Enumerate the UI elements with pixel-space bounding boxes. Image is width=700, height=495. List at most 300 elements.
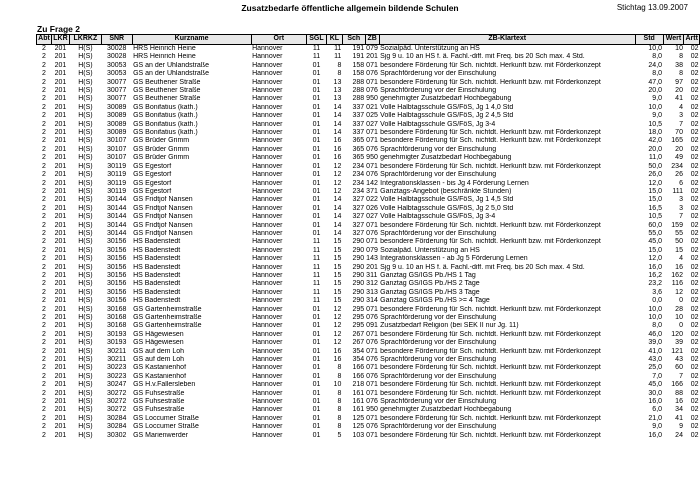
cell-sgl: 11	[312, 53, 321, 61]
cell-sch: 327	[352, 229, 365, 237]
cell-kl: 14	[333, 196, 342, 204]
cell-zb-klartext: Volle Halbtagsschule GS/FöS, Jg 2 4,5 Std	[380, 112, 514, 120]
cell-lkrkz: H(S)	[78, 330, 93, 338]
cell-artt: 02	[690, 423, 699, 431]
header-zb: ZB	[365, 35, 379, 45]
cell-abt: 2	[42, 263, 46, 271]
cell-abt: 2	[42, 305, 46, 313]
cell-zb-klartext: besondere Förderung für Sch. nichtdt. Herkunft bzw. mit Förderkonzept	[380, 330, 601, 338]
cell-sgl: 01	[312, 213, 321, 221]
cell-sgl: 11	[312, 45, 321, 52]
table-row	[37, 364, 700, 372]
cell-ort: Hannover	[252, 330, 283, 338]
cell-ort: Hannover	[252, 364, 283, 372]
cell-lkr: 201	[54, 255, 67, 263]
table-row	[37, 331, 700, 339]
cell-snr: 30089	[106, 120, 127, 128]
cell-abt: 2	[42, 229, 46, 237]
cell-snr: 30156	[106, 271, 127, 279]
cell-zb-klartext: besondere Förderung für Sch. nichtdt. Herkunft bzw. mit Förderkonzept	[380, 129, 601, 137]
cell-lkrkz: H(S)	[78, 280, 93, 288]
cell-wert: 120	[671, 330, 683, 338]
cell-snr: 30156	[106, 255, 127, 263]
cell-zb: 071	[366, 381, 378, 389]
header-kl: KL	[326, 35, 342, 45]
cell-abt: 2	[42, 322, 46, 330]
cell-lkrkz: H(S)	[78, 431, 93, 439]
cell-sgl: 01	[312, 162, 321, 170]
cell-snr: 30247	[106, 381, 127, 389]
cell-sch: 337	[352, 129, 365, 137]
cell-kurzname: GS Fridtjof Nansen	[133, 229, 193, 237]
cell-artt: 02	[690, 61, 699, 69]
cell-artt: 02	[690, 221, 699, 229]
cell-wert: 165	[671, 137, 683, 145]
cell-lkrkz: H(S)	[78, 53, 93, 61]
cell-artt: 02	[690, 314, 699, 321]
cell-lkrkz: H(S)	[78, 389, 93, 397]
cell-artt: 02	[690, 347, 699, 355]
cell-lkr: 201	[54, 70, 67, 78]
cell-snr: 30028	[106, 45, 127, 52]
cell-wert: 111	[672, 187, 683, 195]
cell-ort: Hannover	[252, 162, 283, 170]
cell-zb: 201	[366, 53, 378, 61]
cell-wert: 4	[679, 255, 683, 263]
cell-lkrkz: H(S)	[78, 171, 93, 179]
cell-zb-klartext: Sjg 9 u. 10 an HS f. ä. Fachl.-diff. mit Freq. bis 20 Sch max. 4 Std.	[380, 53, 585, 61]
cell-kurzname: GS auf dem Loh	[133, 356, 185, 364]
cell-lkr: 201	[54, 364, 67, 372]
cell-lkr: 201	[54, 322, 67, 330]
cell-sgl: 01	[312, 78, 321, 86]
cell-artt: 02	[690, 120, 699, 128]
cell-lkr: 201	[54, 381, 67, 389]
cell-zb-klartext: Sprachförderung vor der Einschulung	[380, 423, 497, 431]
cell-zb-klartext: Volle Halbtagsschule GS/FöS, Jg 2 5,0 Std	[380, 204, 514, 212]
table-row	[37, 180, 700, 188]
cell-kurzname: GS Loccumer Straße	[133, 414, 199, 422]
cell-lkrkz: H(S)	[78, 213, 93, 221]
cell-zb: 071	[366, 330, 378, 338]
cell-wert: 15	[675, 246, 683, 254]
cell-zb-klartext: Integrationsklassen - bis Jg 4 Förderung Lernen	[380, 179, 529, 187]
cell-zb-klartext: Ganztag GS/IGS Pb./HS 2 Tage	[380, 280, 480, 288]
cell-std: 16,5	[648, 204, 663, 212]
cell-abt: 2	[42, 280, 46, 288]
cell-std: 16,2	[648, 271, 663, 279]
cell-zb-klartext: Sprachförderung vor der Einschulung	[380, 398, 497, 406]
cell-snr: 30144	[106, 221, 127, 229]
cell-wert: 50	[675, 238, 683, 246]
cell-sch: 161	[352, 398, 365, 406]
cell-snr: 30089	[106, 103, 127, 111]
cell-lkrkz: H(S)	[78, 78, 93, 86]
cell-snr: 30089	[106, 112, 127, 120]
cell-kurzname: GS Fuhsestraße	[133, 406, 185, 414]
cell-kl: 16	[333, 347, 342, 355]
cell-sgl: 11	[312, 263, 321, 271]
cell-lkr: 201	[54, 398, 67, 406]
cell-artt: 02	[690, 364, 699, 372]
cell-kurzname: HS Badenstedt	[133, 271, 181, 279]
cell-artt: 02	[690, 330, 699, 338]
cell-lkr: 201	[54, 423, 67, 431]
cell-artt: 02	[690, 87, 699, 95]
cell-ort: Hannover	[252, 45, 283, 52]
cell-lkr: 201	[54, 339, 67, 347]
cell-wert: 16	[675, 398, 683, 406]
cell-lkr: 201	[54, 53, 67, 61]
cell-lkrkz: H(S)	[78, 95, 93, 103]
cell-sch: 365	[352, 137, 365, 145]
cell-std: 26,0	[648, 171, 663, 179]
cell-lkr: 201	[54, 162, 67, 170]
cell-sch: 290	[352, 288, 365, 296]
cell-sgl: 01	[312, 339, 321, 347]
cell-abt: 2	[42, 221, 46, 229]
header-sch: Sch	[342, 35, 365, 45]
cell-std: 6,0	[652, 406, 663, 414]
cell-snr: 30156	[106, 263, 127, 271]
cell-kurzname: HRS Heinrich Heine	[133, 45, 196, 52]
cell-ort: Hannover	[252, 263, 283, 271]
cell-sch: 267	[352, 339, 365, 347]
cell-zb-klartext: besondere Förderung für Sch. nichtdt. Herkunft bzw. mit Förderkonzept	[380, 162, 601, 170]
cell-zb-klartext: besondere Förderung für Sch. nichtdt. Herkunft bzw. mit Förderkonzept	[380, 61, 601, 69]
cell-wert: 55	[675, 229, 683, 237]
cell-sch: 327	[352, 213, 365, 221]
cell-lkrkz: H(S)	[78, 70, 93, 78]
cell-std: 10,0	[648, 314, 663, 321]
cell-snr: 30053	[106, 70, 127, 78]
header-lkr: LKR	[51, 35, 69, 45]
page-title: Zusatzbedarfe öffentliche allgemein bildende Schulen	[241, 3, 459, 13]
cell-sch: 218	[352, 381, 365, 389]
cell-zb: 021	[366, 103, 378, 111]
cell-snr: 30223	[106, 364, 127, 372]
cell-wert: 20	[675, 87, 683, 95]
cell-kl: 16	[333, 145, 342, 153]
cell-artt: 02	[690, 204, 699, 212]
cell-artt: 02	[690, 162, 699, 170]
cell-wert: 9	[679, 423, 683, 431]
table-row	[37, 306, 700, 314]
cell-snr: 30156	[106, 288, 127, 296]
table-row	[37, 163, 700, 171]
cell-abt: 2	[42, 78, 46, 86]
cell-kurzname: GS Egestorf	[133, 187, 172, 195]
cell-zb-klartext: besondere Förderung für Sch. nichtdt. Herkunft bzw. mit Förderkonzept	[380, 364, 601, 372]
cell-zb: 076	[366, 145, 378, 153]
cell-wert: 0	[679, 297, 683, 305]
cell-snr: 30211	[107, 356, 127, 364]
cell-ort: Hannover	[252, 196, 283, 204]
cell-zb: 071	[366, 431, 378, 439]
cell-lkr: 201	[54, 95, 67, 103]
cell-zb: 071	[366, 129, 378, 137]
cell-sch: 191	[352, 45, 365, 52]
cell-sgl: 01	[312, 154, 321, 162]
cell-lkr: 201	[54, 154, 67, 162]
cell-kurzname: GS Beuthener Straße	[133, 87, 201, 95]
cell-kl: 15	[333, 263, 342, 271]
cell-std: 39,0	[648, 339, 663, 347]
cell-artt: 02	[690, 154, 699, 162]
table-row	[37, 62, 700, 70]
cell-kurzname: GS Marienwerder	[133, 431, 188, 439]
cell-ort: Hannover	[252, 305, 283, 313]
table-row	[37, 112, 700, 120]
cell-abt: 2	[42, 414, 46, 422]
cell-kurzname: GS an der Uhlandstraße	[133, 70, 209, 78]
cell-zb-klartext: Sozialpäd. Unterstützung an HS	[380, 45, 480, 52]
cell-sgl: 01	[312, 381, 321, 389]
cell-wert: 12	[675, 288, 683, 296]
table-row	[37, 381, 700, 389]
cell-wert: 7	[679, 372, 683, 380]
cell-sch: 103	[352, 431, 365, 439]
cell-ort: Hannover	[252, 112, 283, 120]
cell-sgl: 11	[312, 288, 321, 296]
cell-zb-klartext: Zusatzbedarf Religion (bei SEK II nur Jg. 11)	[380, 322, 519, 330]
cell-abt: 2	[42, 70, 46, 78]
cell-sgl: 01	[312, 221, 321, 229]
cell-sch: 166	[352, 372, 365, 380]
table-row	[37, 171, 700, 179]
cell-zb: 071	[366, 61, 378, 69]
cell-sgl: 01	[312, 196, 321, 204]
cell-lkr: 201	[54, 372, 67, 380]
cell-abt: 2	[42, 120, 46, 128]
table-row	[37, 280, 700, 288]
cell-lkr: 201	[54, 45, 67, 52]
cell-abt: 2	[42, 339, 46, 347]
cell-wert: 88	[675, 389, 683, 397]
header-snr: SNR	[101, 35, 132, 45]
cell-wert: 6	[679, 179, 683, 187]
cell-std: 45,0	[648, 381, 663, 389]
cell-lkrkz: H(S)	[78, 314, 93, 321]
cell-artt: 02	[690, 288, 699, 296]
cell-snr: 30272	[106, 389, 127, 397]
cell-ort: Hannover	[252, 229, 283, 237]
cell-abt: 2	[42, 330, 46, 338]
cell-abt: 2	[42, 314, 46, 321]
cell-sch: 267	[352, 330, 365, 338]
cell-lkrkz: H(S)	[78, 179, 93, 187]
cell-artt: 02	[690, 297, 699, 305]
cell-ort: Hannover	[252, 398, 283, 406]
cell-lkr: 201	[54, 187, 67, 195]
cell-sch: 290	[352, 246, 365, 254]
cell-lkr: 201	[54, 288, 67, 296]
cell-snr: 30107	[106, 145, 127, 153]
cell-lkrkz: H(S)	[78, 288, 93, 296]
cell-zb: 071	[366, 162, 378, 170]
table-row	[37, 129, 700, 137]
cell-zb-klartext: genehmigter Zusatzbedarf Hochbegabung	[380, 406, 512, 414]
cell-std: 12,0	[648, 255, 663, 263]
cell-artt: 02	[690, 406, 699, 414]
cell-kl: 14	[333, 229, 342, 237]
cell-lkrkz: H(S)	[78, 263, 93, 271]
cell-kl: 14	[333, 120, 342, 128]
cell-lkrkz: H(S)	[78, 238, 93, 246]
cell-lkr: 201	[54, 229, 67, 237]
cell-lkrkz: H(S)	[78, 381, 93, 389]
cell-lkrkz: H(S)	[78, 229, 93, 237]
cell-snr: 30193	[106, 339, 127, 347]
cell-zb: 076	[366, 87, 378, 95]
cell-kl: 16	[333, 356, 342, 364]
cell-kurzname: GS Hägewiesen	[133, 330, 184, 338]
cell-zb-klartext: Ganztag GS/IGS Pb./HS 3 Tage	[380, 288, 480, 296]
cell-zb-klartext: Sprachförderung vor der Einschulung	[380, 372, 497, 380]
cell-zb-klartext: Sprachförderung vor der Einschulung	[380, 356, 497, 364]
cell-ort: Hannover	[252, 314, 283, 321]
table-row	[37, 322, 700, 330]
cell-wert: 20	[675, 145, 683, 153]
cell-kl: 5	[337, 431, 342, 439]
cell-zb-klartext: besondere Förderung für Sch. nichtdt. Herkunft bzw. mit Förderkonzept	[380, 78, 601, 86]
cell-lkr: 201	[54, 137, 67, 145]
cell-abt: 2	[42, 238, 46, 246]
cell-zb-klartext: Sprachförderung vor der Einschulung	[380, 314, 497, 321]
cell-zb-klartext: genehmigter Zusatzbedarf Hochbegabung	[380, 154, 512, 162]
cell-lkr: 201	[54, 431, 67, 439]
cell-sgl: 11	[312, 255, 321, 263]
cell-sch: 295	[352, 314, 365, 321]
cell-sgl: 01	[312, 204, 321, 212]
cell-sch: 365	[352, 154, 365, 162]
cell-std: 46,0	[648, 330, 663, 338]
table-row	[37, 104, 700, 112]
cell-std: 42,0	[648, 137, 663, 145]
cell-wert: 60	[675, 364, 683, 372]
cell-lkr: 201	[54, 213, 67, 221]
cell-kl: 8	[337, 389, 342, 397]
cell-sgl: 01	[312, 389, 321, 397]
cell-ort: Hannover	[252, 238, 283, 246]
cell-wert: 8	[679, 53, 683, 61]
cell-kl: 15	[333, 288, 342, 296]
cell-lkr: 201	[54, 297, 67, 305]
cell-zb: 950	[366, 406, 378, 414]
cell-sgl: 11	[312, 297, 321, 305]
cell-wert: 116	[671, 280, 683, 288]
cell-sgl: 01	[312, 129, 321, 137]
cell-kl: 12	[333, 162, 342, 170]
cell-abt: 2	[42, 389, 46, 397]
cell-kurzname: GS Kastanienhof	[133, 372, 187, 380]
cell-std: 45,0	[648, 238, 663, 246]
cell-lkr: 201	[54, 263, 67, 271]
header-abt: Abt	[37, 35, 52, 45]
cell-artt: 02	[690, 187, 699, 195]
cell-lkr: 201	[54, 238, 67, 246]
cell-kurzname: GS Fuhsestraße	[133, 389, 185, 397]
cell-kurzname: GS Hägewiesen	[133, 339, 184, 347]
cell-sgl: 01	[312, 137, 321, 145]
cell-sgl: 01	[312, 179, 321, 187]
cell-sch: 327	[352, 196, 365, 204]
cell-sgl: 01	[312, 61, 321, 69]
cell-wert: 49	[675, 154, 683, 162]
cell-lkr: 201	[54, 204, 67, 212]
cell-ort: Hannover	[252, 246, 283, 254]
cell-artt: 02	[690, 95, 699, 103]
cell-abt: 2	[42, 154, 46, 162]
cell-abt: 2	[42, 187, 46, 195]
cell-sch: 288	[352, 95, 365, 103]
cell-zb-klartext: Sprachförderung vor der Einschulung	[380, 70, 497, 78]
cell-std: 30,0	[648, 389, 663, 397]
cell-kl: 8	[337, 364, 342, 372]
cell-abt: 2	[42, 372, 46, 380]
cell-wert: 26	[675, 171, 683, 179]
cell-snr: 30144	[106, 229, 127, 237]
cell-abt: 2	[42, 53, 46, 61]
cell-lkrkz: H(S)	[78, 45, 93, 52]
cell-kl: 12	[333, 330, 342, 338]
cell-lkrkz: H(S)	[78, 120, 93, 128]
cell-ort: Hannover	[252, 213, 283, 221]
cell-zb-klartext: genehmigter Zusatzbedarf Hochbegabung	[380, 95, 512, 103]
cell-zb: 071	[366, 305, 378, 313]
cell-artt: 02	[690, 271, 699, 279]
cell-artt: 02	[690, 339, 699, 347]
cell-artt: 02	[690, 255, 699, 263]
cell-artt: 02	[690, 263, 699, 271]
cell-ort: Hannover	[252, 179, 283, 187]
header-kurzname: Kurzname	[132, 35, 251, 45]
cell-snr: 30156	[106, 297, 127, 305]
cell-ort: Hannover	[252, 87, 283, 95]
table-row	[37, 289, 700, 297]
cell-ort: Hannover	[252, 322, 283, 330]
cell-sgl: 11	[312, 280, 321, 288]
cell-snr: 30168	[106, 305, 127, 313]
cell-std: 10,5	[648, 120, 663, 128]
cell-kurzname: HS Badenstedt	[133, 297, 181, 305]
cell-kl: 14	[333, 221, 342, 229]
cell-wert: 24	[675, 431, 683, 439]
table-row	[37, 188, 700, 196]
cell-lkrkz: H(S)	[78, 154, 93, 162]
cell-kl: 8	[337, 61, 342, 69]
cell-lkrkz: H(S)	[78, 356, 93, 364]
cell-sch: 125	[352, 414, 365, 422]
cell-sch: 125	[352, 423, 365, 431]
header-zb-klartext: ZB-Klartext	[379, 35, 635, 45]
cell-wert: 41	[675, 95, 683, 103]
header-artt: Artt	[684, 35, 700, 45]
table-row	[37, 230, 700, 238]
table-row	[37, 87, 700, 95]
cell-zb-klartext: besondere Förderung für Sch. nichtdt. Herkunft bzw. mit Förderkonzept	[380, 137, 601, 145]
cell-kurzname: GS Loccumer Straße	[133, 423, 199, 431]
cell-kl: 14	[333, 112, 342, 120]
table-row	[37, 53, 700, 61]
cell-wert: 34	[675, 406, 683, 414]
cell-lkrkz: H(S)	[78, 406, 93, 414]
cell-wert: 43	[675, 356, 683, 364]
cell-lkrkz: H(S)	[78, 339, 93, 347]
cell-zb-klartext: Sprachförderung vor der Einschulung	[380, 171, 497, 179]
cell-ort: Hannover	[252, 61, 283, 69]
table-row	[37, 390, 700, 398]
